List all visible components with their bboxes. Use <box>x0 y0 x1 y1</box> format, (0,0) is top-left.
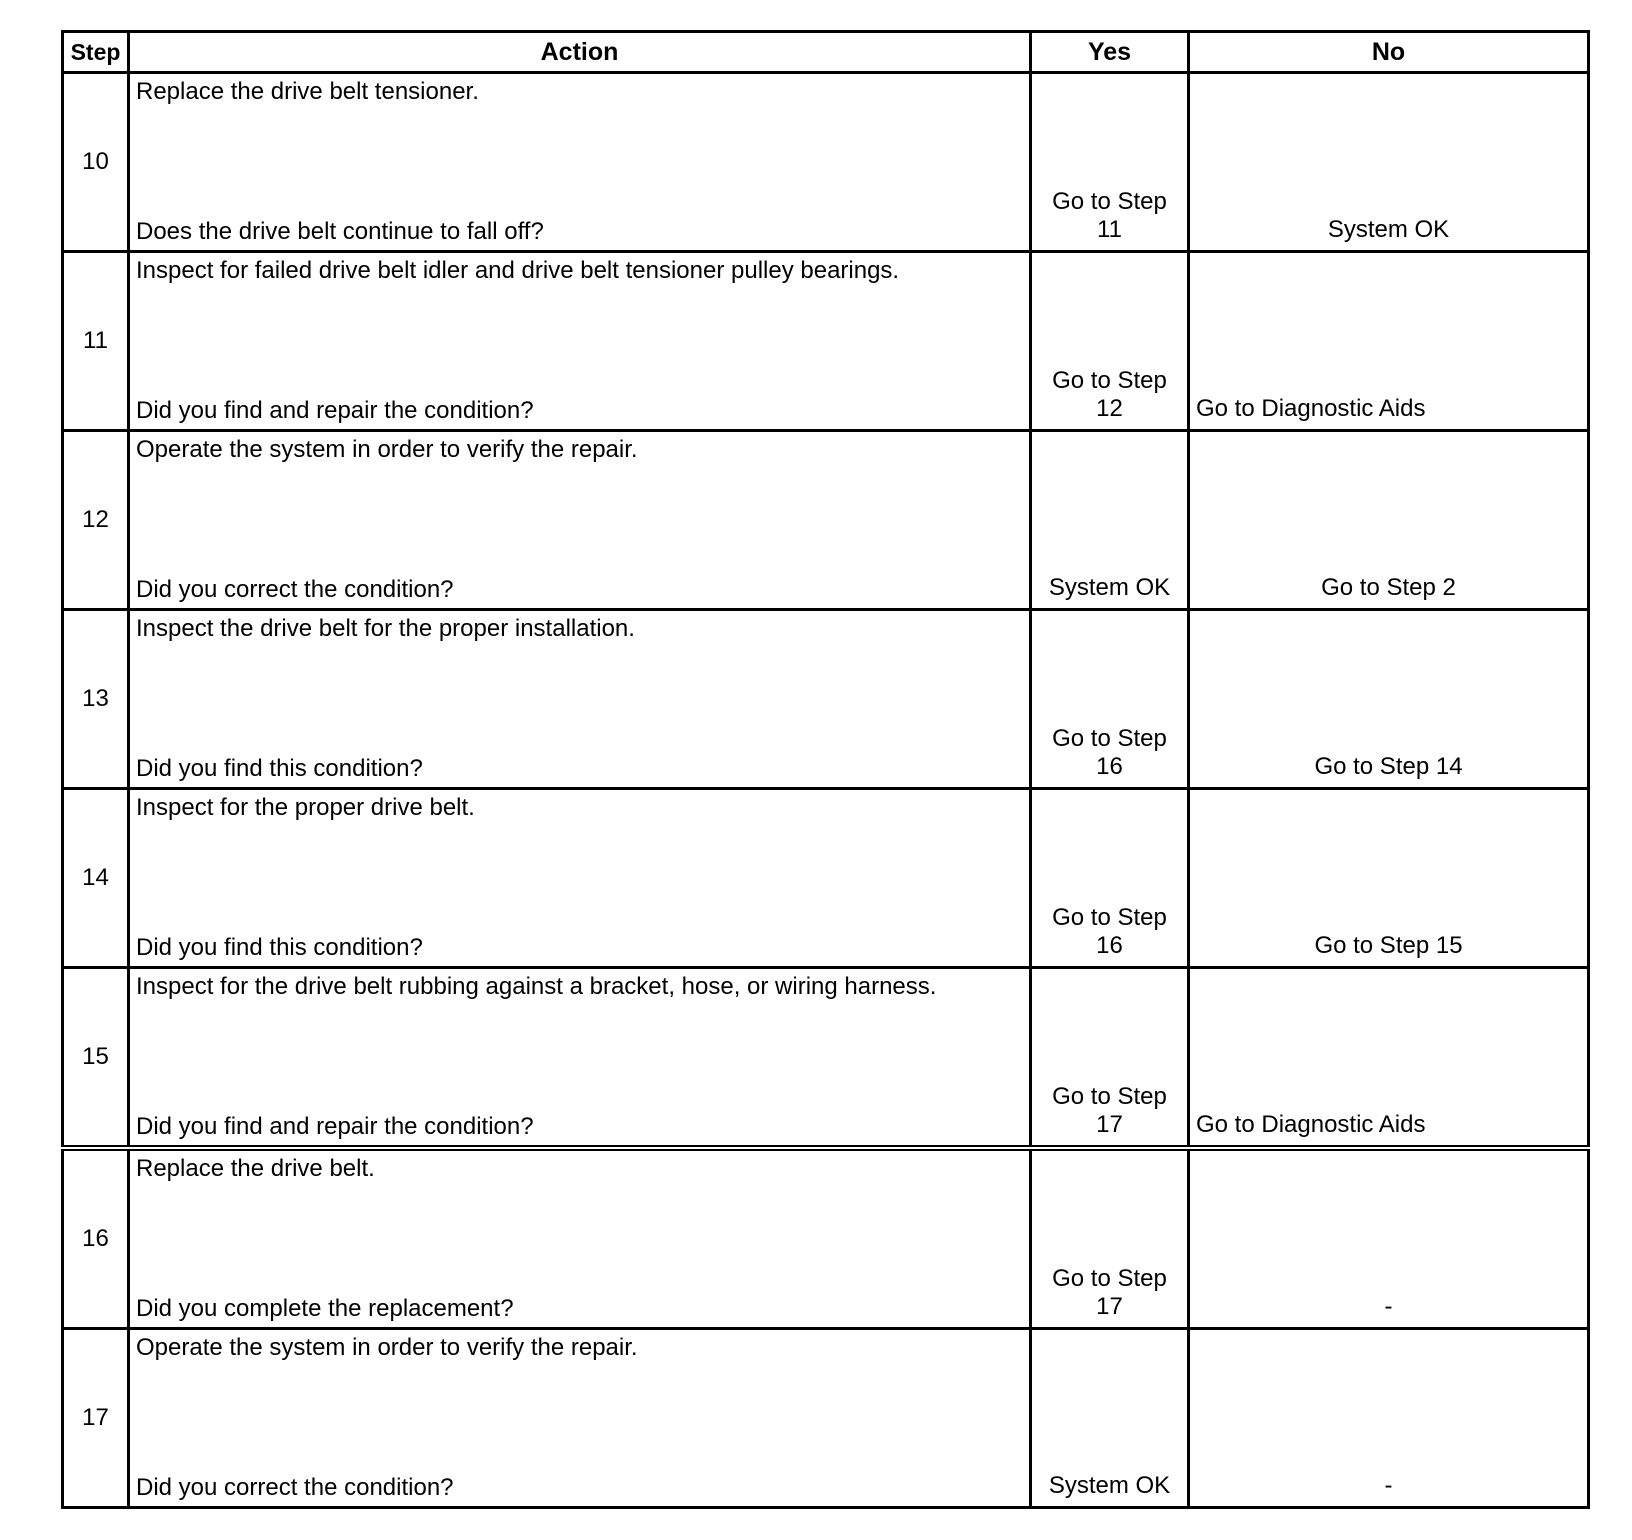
step-number: 16 <box>63 1148 129 1329</box>
table-row <box>63 968 1589 1149</box>
no-cell: - <box>1189 1329 1589 1508</box>
yes-line2: 12 <box>1096 395 1123 422</box>
action-question: Did you correct the condition? <box>136 576 454 603</box>
action-question: Did you complete the replacement? <box>136 1295 514 1322</box>
yes-cell <box>1031 252 1189 431</box>
table-row <box>63 1329 1589 1508</box>
action-question: Did you correct the condition? <box>136 1474 454 1501</box>
step-number: 12 <box>63 431 129 610</box>
action-cell <box>129 73 1031 252</box>
action-question: Did you find and repair the condition? <box>136 1113 534 1140</box>
yes-line2: 11 <box>1097 216 1122 243</box>
yes-line2: 17 <box>1096 1293 1123 1320</box>
no-cell: Go to Step 2 <box>1189 431 1589 610</box>
yes-line1: Go to Step <box>1052 1265 1167 1292</box>
table-row <box>63 431 1589 610</box>
action-instruction: Replace the drive belt tensioner. <box>136 78 479 105</box>
action-cell <box>129 968 1031 1149</box>
step-number: 11 <box>63 252 129 431</box>
yes-cell <box>1031 610 1189 789</box>
yes-line2: System OK <box>1048 1472 1171 1499</box>
yes-cell <box>1031 1329 1189 1508</box>
header-no: No <box>1189 32 1589 73</box>
yes-line2: 16 <box>1096 932 1123 959</box>
action-cell <box>129 610 1031 789</box>
no-cell: Go to Diagnostic Aids <box>1189 968 1589 1149</box>
header-action: Action <box>129 32 1031 73</box>
yes-cell <box>1031 968 1189 1149</box>
table-row <box>63 252 1589 431</box>
step-number: 13 <box>63 610 129 789</box>
action-instruction: Replace the drive belt. <box>136 1155 375 1182</box>
yes-cell <box>1031 73 1189 252</box>
action-instruction: Inspect the drive belt for the proper installation. <box>136 615 635 642</box>
yes-line1: Go to Step <box>1052 367 1167 394</box>
action-instruction: Inspect for the proper drive belt. <box>136 794 475 821</box>
action-instruction: Operate the system in order to verify the repair. <box>136 1334 638 1361</box>
action-question: Did you find and repair the condition? <box>136 397 534 424</box>
diagnostic-table <box>61 30 1590 1509</box>
header-row <box>63 32 1589 73</box>
table-row <box>63 610 1589 789</box>
header-step: Step <box>63 32 129 73</box>
no-cell: - <box>1189 1148 1589 1329</box>
header-yes: Yes <box>1031 32 1189 73</box>
action-question: Does the drive belt continue to fall off? <box>136 218 544 245</box>
table-row <box>63 789 1589 968</box>
yes-cell <box>1031 1148 1189 1329</box>
step-number: 17 <box>63 1329 129 1508</box>
yes-line2: System OK <box>1048 574 1171 601</box>
action-instruction: Operate the system in order to verify the repair. <box>136 436 638 463</box>
no-cell: System OK <box>1189 73 1589 252</box>
action-instruction: Inspect for the drive belt rubbing against a bracket, hose, or wiring harness. <box>136 973 937 1000</box>
table-row <box>63 1148 1589 1329</box>
table-row <box>63 73 1589 252</box>
yes-line1: Go to Step <box>1052 904 1167 931</box>
yes-line1: Go to Step <box>1052 725 1167 752</box>
action-question: Did you find this condition? <box>136 934 423 961</box>
action-question: Did you find this condition? <box>136 755 423 782</box>
no-cell: Go to Diagnostic Aids <box>1189 252 1589 431</box>
yes-cell <box>1031 789 1189 968</box>
action-cell <box>129 789 1031 968</box>
step-number: 10 <box>63 73 129 252</box>
no-cell: Go to Step 14 <box>1189 610 1589 789</box>
action-cell <box>129 1148 1031 1329</box>
yes-line2: 16 <box>1096 753 1123 780</box>
yes-cell <box>1031 431 1189 610</box>
step-number: 14 <box>63 789 129 968</box>
step-number: 15 <box>63 968 129 1149</box>
action-cell <box>129 252 1031 431</box>
action-cell <box>129 431 1031 610</box>
action-instruction: Inspect for failed drive belt idler and drive belt tensioner pulley bearings. <box>136 257 900 284</box>
no-cell: Go to Step 15 <box>1189 789 1589 968</box>
yes-line2: 17 <box>1096 1111 1123 1138</box>
yes-line1: Go to Step <box>1052 188 1167 215</box>
action-cell <box>129 1329 1031 1508</box>
yes-line1: Go to Step <box>1052 1083 1167 1110</box>
